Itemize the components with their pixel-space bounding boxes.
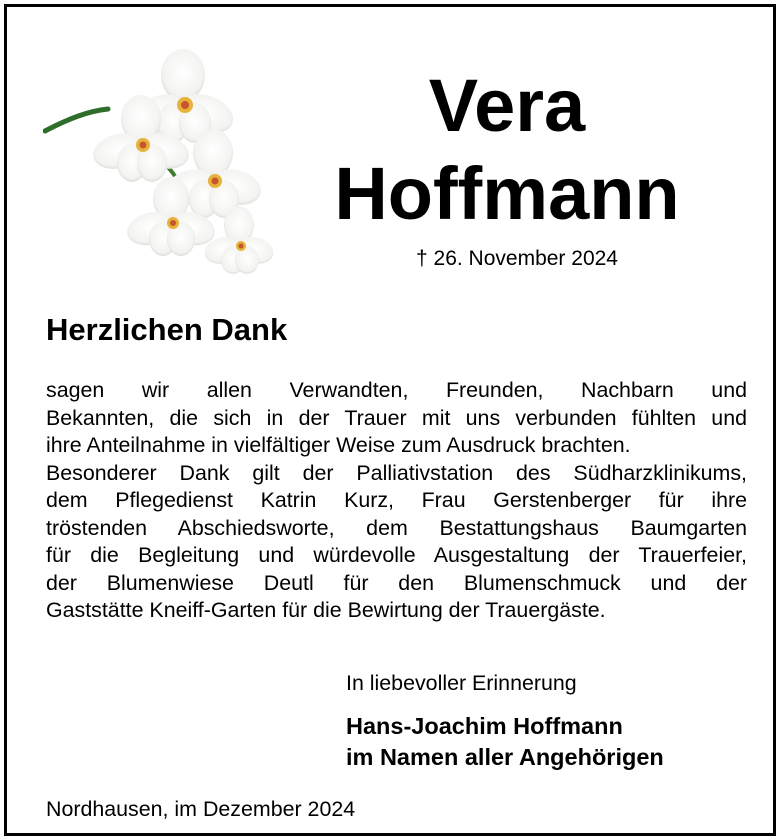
signer-note: im Namen aller Angehörigen (346, 744, 664, 770)
deceased-first-name: Vera (428, 64, 586, 147)
body-line: Gaststätte Kneiff-Garten für die Bewirtung der Trauergäste. (46, 598, 606, 622)
body-line: tröstenden Abschiedsworte, dem Bestattungshaus Baumgarten (46, 515, 747, 540)
body-line: sagen wir allen Verwandten, Freunden, Nachbarn und (46, 378, 747, 402)
body-line: Bekannten, die sich in der Trauer mit uns verbunden fühlten und (46, 405, 747, 430)
body-line: dem Pflegedienst Katrin Kurz, Frau Gerstenberger für ihre (46, 488, 747, 512)
body-line: ihre Anteilnahme in vielfältiger Weise zum Ausdruck brachten. (46, 433, 631, 457)
body-line: Besonderer Dank gilt der Palliativstation des Südharzklinikums, (46, 460, 747, 485)
signer-block (346, 711, 664, 773)
body-line: der Blumenwiese Deutl für den Blumenschmuck und der (46, 570, 747, 595)
deceased-last-name: Hoffmann (334, 152, 680, 235)
death-date: † 26. November 2024 (416, 247, 618, 270)
thanks-text (46, 377, 747, 625)
memory-line: In liebevoller Erinnerung (346, 671, 577, 695)
signer-name: Hans-Joachim Hoffmann (346, 713, 623, 739)
thanks-heading: Herzlichen Dank (46, 312, 288, 347)
obituary-frame (4, 4, 776, 836)
place-date: Nordhausen, im Dezember 2024 (46, 797, 356, 821)
orchid-image (43, 49, 273, 279)
body-line: für die Begleitung und würdevolle Ausgestaltung der Trauerfeier, (46, 543, 747, 567)
